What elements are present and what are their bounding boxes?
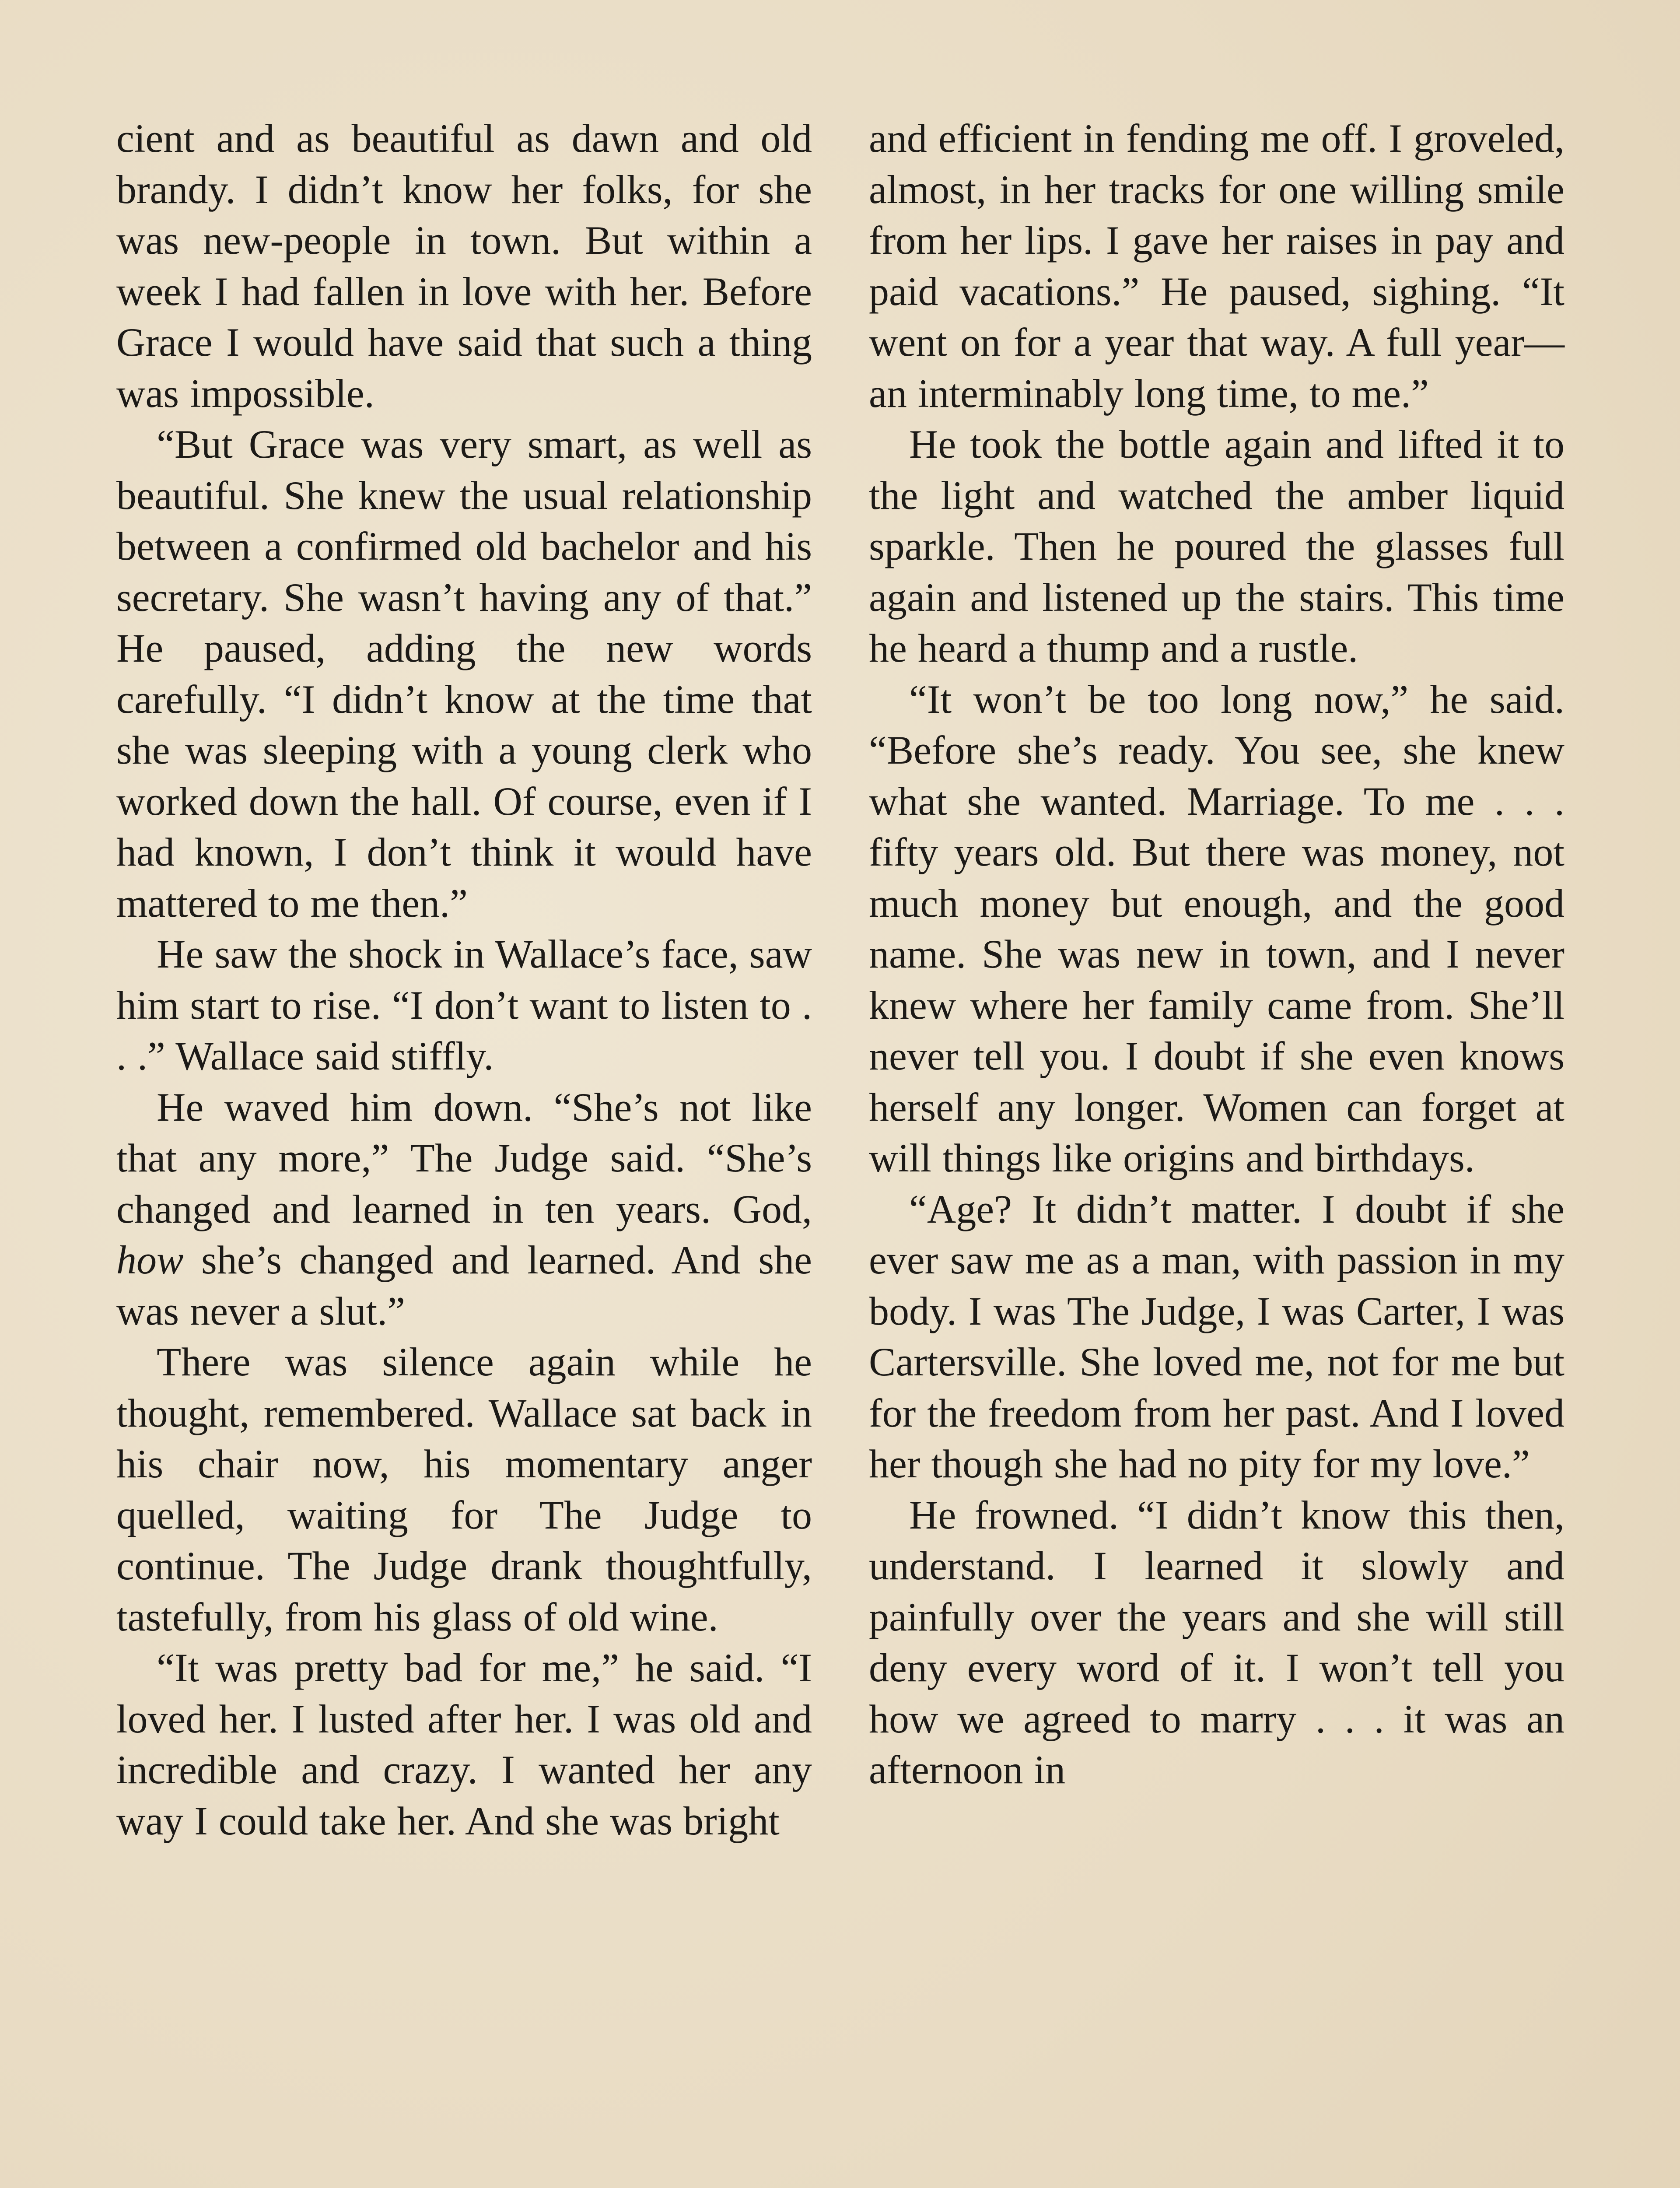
paragraph: cient and as beautiful as dawn and old brandy. I didn’t know her folks, for she was new-people in town. But within a week I had fallen in love with her. Before Grace I would have said that such a thing was impossible. bbox=[116, 116, 812, 416]
emphasis-text: how bbox=[116, 1238, 184, 1282]
paragraph: and efficient in fending me off. I groveled, almost, in her tracks for one willing smile from her lips. I gave her raises in pay and paid vacations.” He paused, sighing. “It went on for a year that way. A full year—an interminably long time, to me.” bbox=[869, 116, 1564, 416]
right-text-column bbox=[869, 113, 1564, 1795]
paragraph: “It won’t be too long now,” he said. “Before she’s ready. You see, she knew what she wanted. Marriage. To me . . . fifty years old. But there was money, not much money but enough, and the good name. She was new in town, and I never knew where her family came from. She’ll never tell you. I doubt if she even knows herself any longer. Women can forget at will things like origins and birthdays. bbox=[869, 677, 1564, 1180]
paragraph-text: He waved him down. “She’s not like that any more,” The Judge said. “She’s changed and learned in ten years. God, bbox=[116, 1084, 812, 1231]
left-text-column bbox=[116, 113, 812, 1846]
paragraph: He saw the shock in Wallace’s face, saw him start to rise. “I don’t want to listen to . . .” Wallace said stiffly. bbox=[116, 932, 812, 1078]
paragraph: He took the bottle again and lifted it to the light and watched the amber liquid sparkle. Then he poured the glasses full again and listened up the stairs. This time he heard a thump and a rustle. bbox=[869, 422, 1564, 670]
paragraph: He frowned. “I didn’t know this then, understand. I learned it slowly and painfully over the years and she will still deny every word of it. I won’t tell you how we agreed to marry . . . it was an afternoon in bbox=[869, 1492, 1564, 1792]
paragraph: “It was pretty bad for me,” he said. “I loved her. I lusted after her. I was old and incredible and crazy. I wanted her any way I could take her. And she was bright bbox=[116, 1645, 812, 1843]
paragraph-text: she’s changed and learned. And she was never a slut.” bbox=[116, 1238, 812, 1333]
paragraph: “Age? It didn’t matter. I doubt if she ever saw me as a man, with passion in my body. I was The Judge, I was Carter, I was Cartersville. She loved me, not for me but for the freedom from her past. And I loved her though she had no pity for my love.” bbox=[869, 1186, 1564, 1486]
paragraph: “But Grace was very smart, as well as beautiful. She knew the usual relationship between a confirmed old bachelor and his secretary. She wasn’t having any of that.” He paused, adding the new words carefully. “I didn’t know at the time that she was sleeping with a young clerk who worked down the hall. Of course, even if I had known, I don’t think it would have mattered to me then.” bbox=[116, 422, 812, 926]
paragraph: There was silence again while he thought, remembered. Wallace sat back in his chair now, his momentary anger quelled, waiting for The Judge to continue. The Judge drank thoughtfully, tastefully, from his glass of old wine. bbox=[116, 1339, 812, 1639]
paragraph bbox=[116, 1082, 812, 1337]
